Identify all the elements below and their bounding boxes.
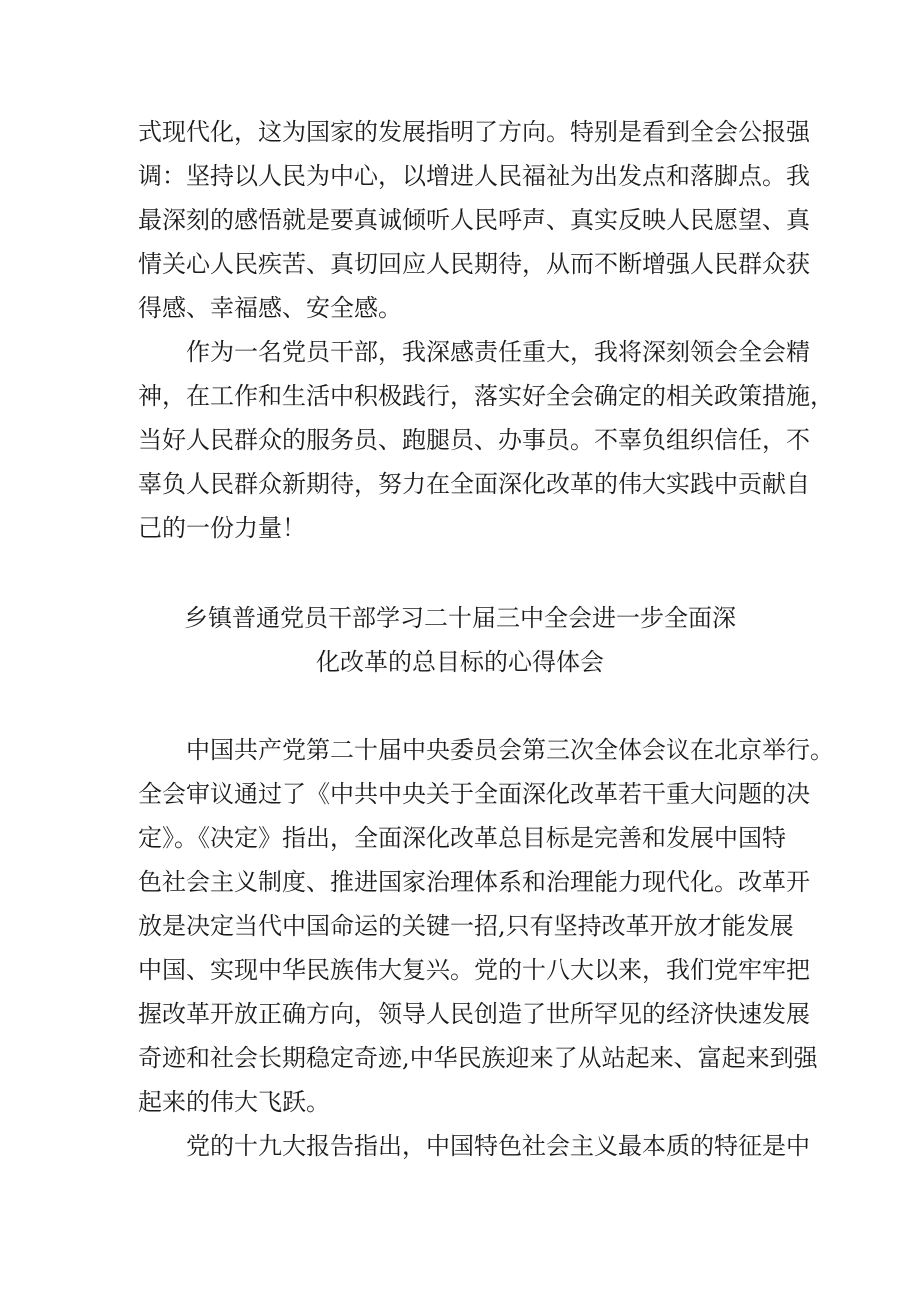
paragraph-4-line-1: 党的十九大报告指出，中国特色社会主义最本质的特征是中: [186, 1132, 810, 1160]
article-title-line-2: 化改革的总目标的心得体会: [316, 648, 604, 676]
paragraph-2-line-2: 神，在工作和生活中积极践行，落实好全会确定的相关政策措施，: [138, 382, 834, 410]
article-title-line-1: 乡镇普通党员干部学习二十届三中全会进一步全面深: [184, 604, 736, 632]
paragraph-3-line-1: 中国共产党第二十届中央委员会第三次全体会议在北京举行。: [186, 736, 834, 764]
paragraph-3-line-3: 定》。《决定》指出，全面深化改革总目标是完善和发展中国特: [138, 824, 786, 852]
paragraph-3-line-8: 奇迹和社会长期稳定奇迹,中华民族迎来了从站起来、富起来到强: [138, 1044, 818, 1072]
paragraph-1-line-1: 式现代化，这为国家的发展指明了方向。特别是看到全会公报强: [138, 118, 810, 146]
paragraph-3-line-5: 放是决定当代中国命运的关键一招,只有坚持改革开放才能发展: [138, 912, 794, 940]
paragraph-3-line-4: 色社会主义制度、推进国家治理体系和治理能力现代化。改革开: [138, 868, 810, 896]
paragraph-2-line-3: 当好人民群众的服务员、跑腿员、办事员。不辜负组织信任，不: [138, 426, 810, 454]
paragraph-1-line-3: 最深刻的感悟就是要真诚倾听人民呼声、真实反映人民愿望、真: [138, 206, 810, 234]
paragraph-3-line-9: 起来的伟大飞跃。: [138, 1088, 330, 1116]
paragraph-2-line-4: 辜负人民群众新期待，努力在全面深化改革的伟大实践中贡献自: [138, 470, 810, 498]
paragraph-3-line-6: 中国、实现中华民族伟大复兴。党的十八大以来，我们党牢牢把: [138, 956, 810, 984]
paragraph-3-line-7: 握改革开放正确方向，领导人民创造了世所罕见的经济快速发展: [138, 1000, 810, 1028]
paragraph-2-line-1: 作为一名党员干部，我深感责任重大，我将深刻领会全会精: [186, 338, 810, 366]
paragraph-1-line-2: 调：坚持以人民为中心，以增进人民福祉为出发点和落脚点。我: [138, 162, 810, 190]
paragraph-1-line-5: 得感、幸福感、安全感。: [138, 294, 402, 322]
paragraph-2-line-5: 己的一份力量！: [138, 514, 306, 542]
paragraph-1-line-4: 情关心人民疾苦、真切回应人民期待，从而不断增强人民群众获: [138, 250, 810, 278]
paragraph-3-line-2: 全会审议通过了《中共中央关于全面深化改革若干重大问题的决: [138, 780, 810, 808]
